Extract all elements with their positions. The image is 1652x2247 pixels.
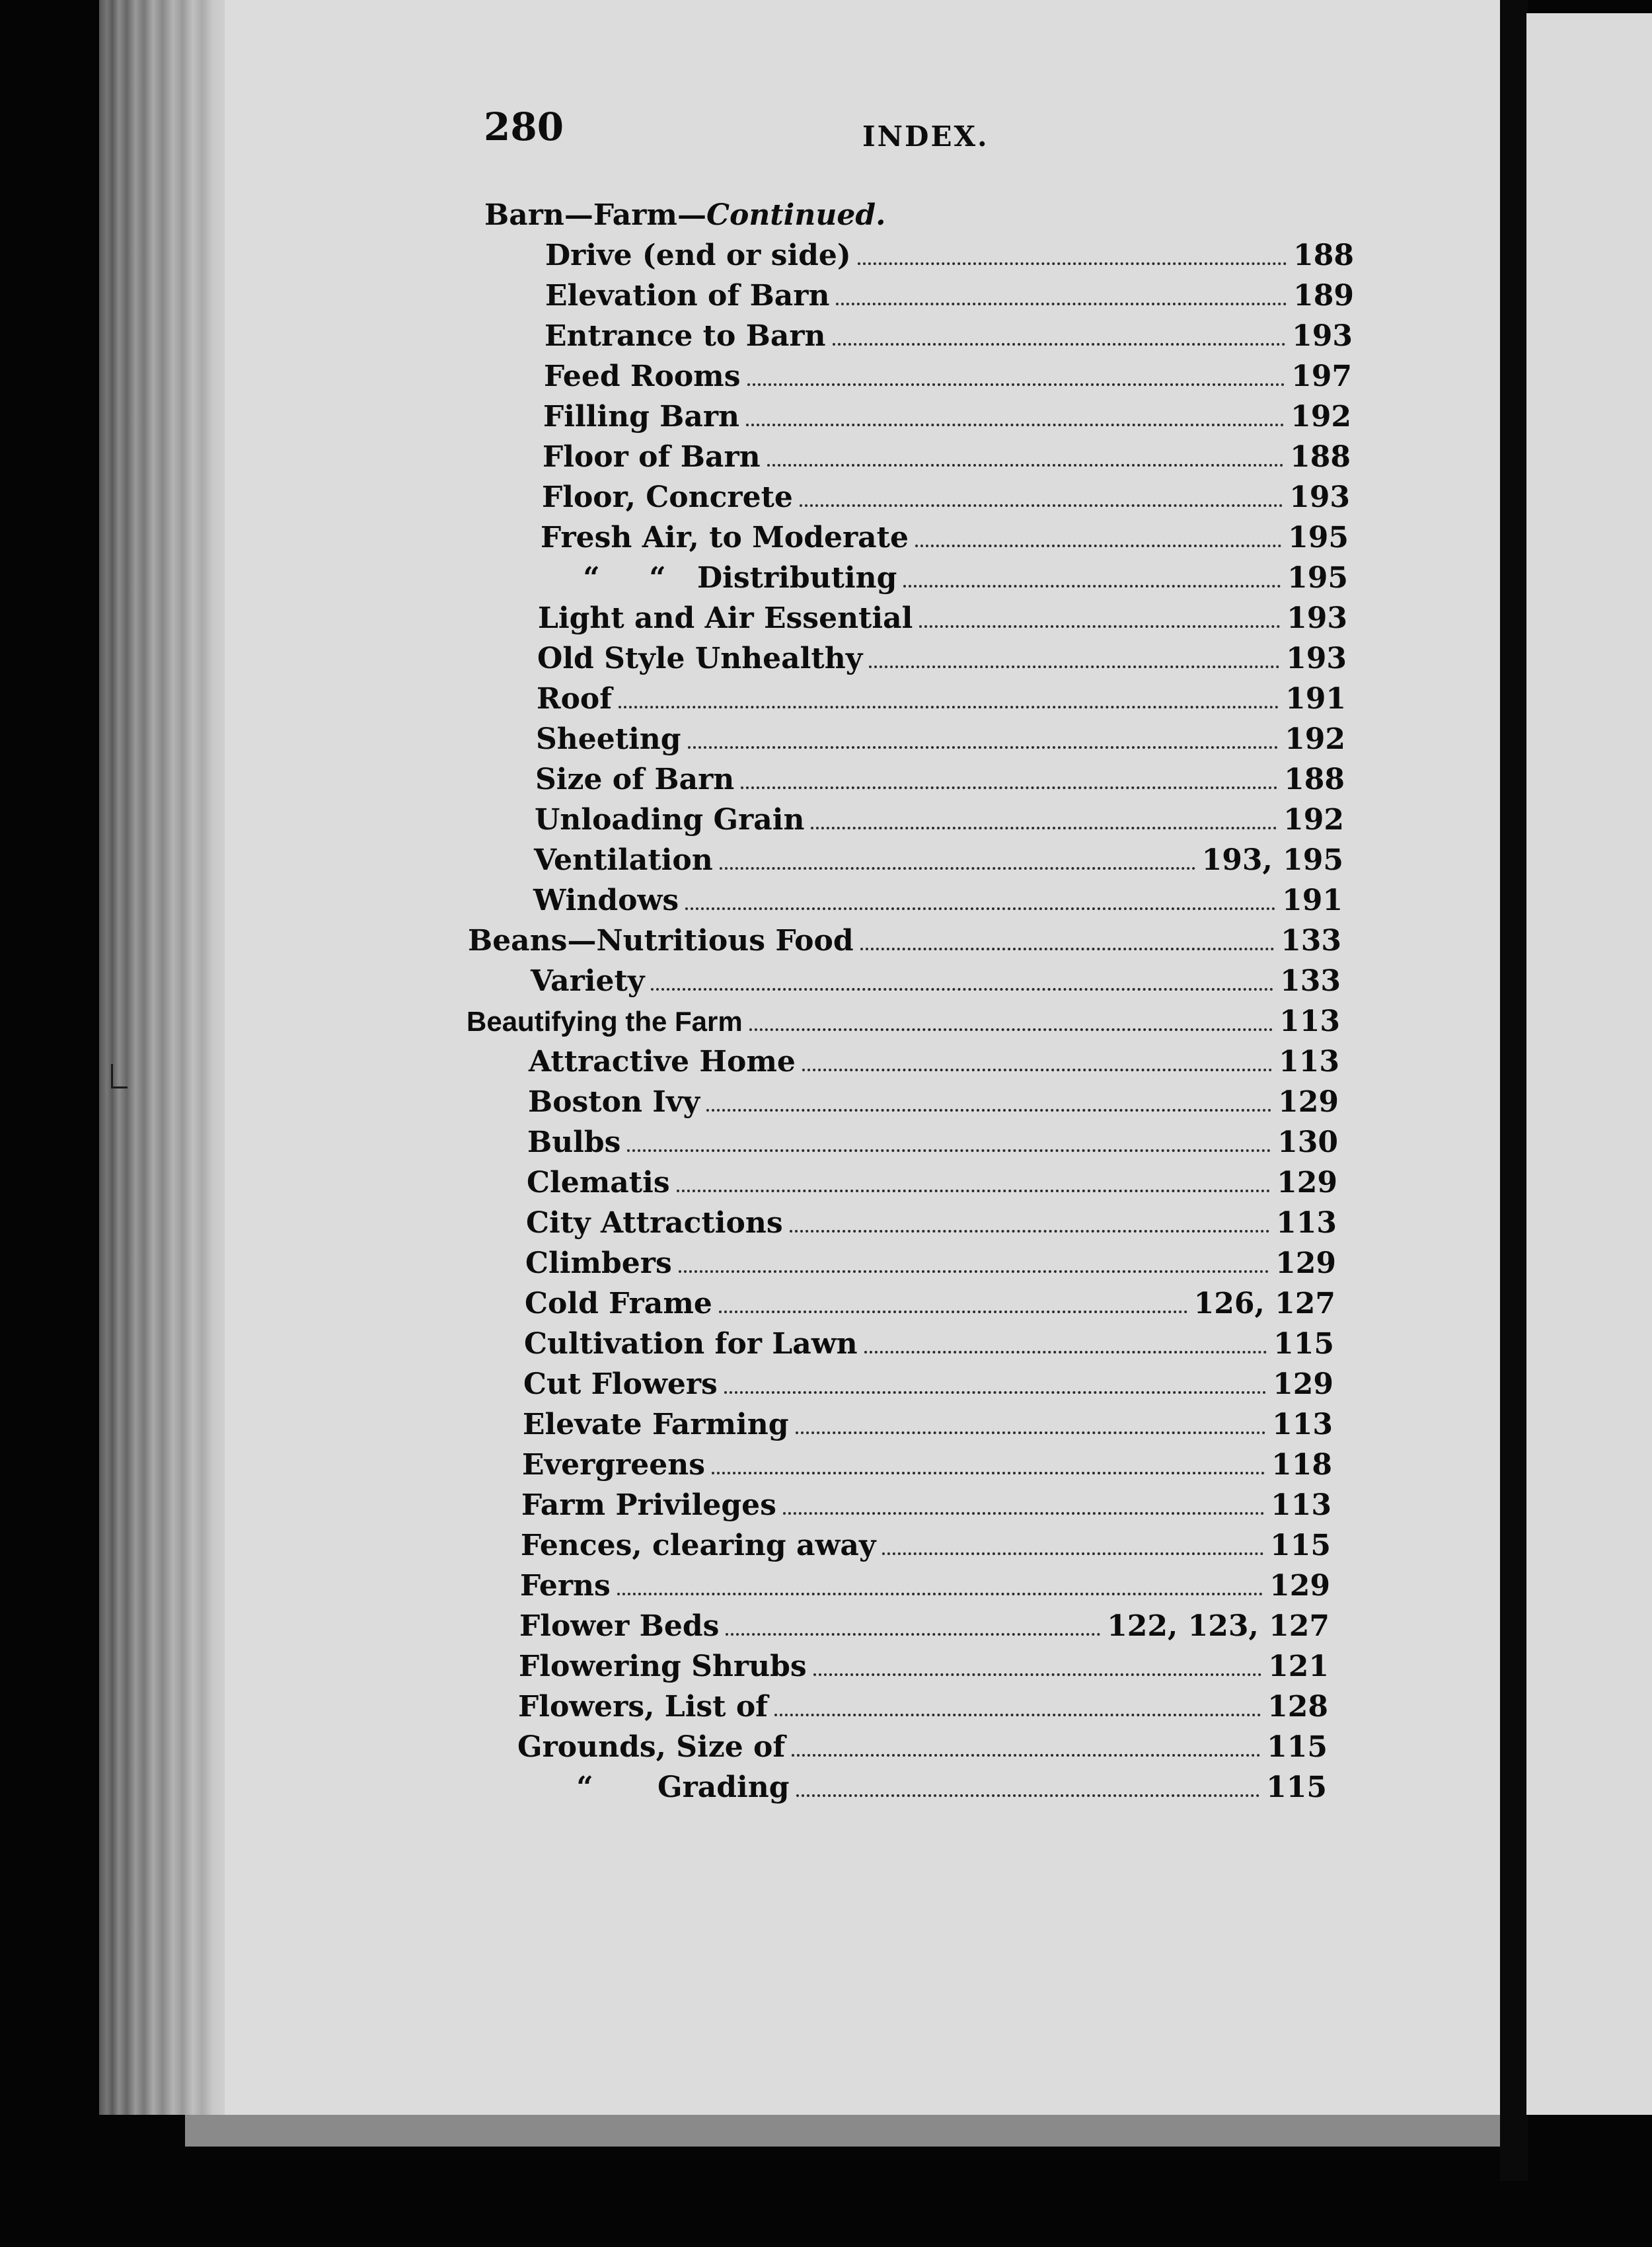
index-entry [534, 843, 1343, 880]
index-pages: 133 [1281, 924, 1341, 958]
index-term: Feed Rooms [544, 360, 741, 393]
dot-leader [747, 383, 1285, 386]
dot-leader [712, 1472, 1265, 1474]
index-entry [531, 964, 1341, 1001]
page-number: 280 [484, 104, 564, 149]
index-entry [518, 1690, 1328, 1727]
index-term: Ventilation [534, 843, 713, 877]
index-pages: 129 [1277, 1166, 1337, 1200]
dot-leader [796, 1794, 1260, 1797]
index-term: Unloading Grain [535, 803, 805, 837]
index-term: Distributing [697, 561, 897, 595]
index-entry [545, 239, 1354, 276]
index-term: Windows [533, 884, 679, 917]
index-pages: 128 [1267, 1690, 1328, 1724]
dot-leader [869, 666, 1279, 668]
index-term: Grounds, Size of [517, 1730, 786, 1764]
index-pages: 195 [1287, 561, 1348, 595]
index-term: Flowers, List of [518, 1690, 769, 1724]
index-entry [537, 682, 1346, 719]
dot-leader [726, 1633, 1100, 1636]
index-term: Old Style Unhealthy [537, 642, 863, 675]
dot-leader [864, 1351, 1267, 1353]
index-pages: 193 [1289, 480, 1350, 514]
index-term: Flowering Shrubs [519, 1650, 807, 1683]
running-head: INDEX. [862, 120, 989, 153]
index-entry [522, 1448, 1332, 1485]
dot-leader [741, 786, 1277, 789]
index-term: Cut Flowers [523, 1367, 718, 1401]
index-pages: 192 [1283, 803, 1344, 837]
index-pages: 188 [1290, 440, 1351, 474]
index-term: Farm Privileges [521, 1488, 776, 1522]
index-term: Light and Air Essential [538, 601, 913, 635]
ditto-mark: “ [576, 1771, 593, 1804]
index-entry [543, 440, 1351, 477]
index-pages: 188 [1284, 763, 1345, 796]
index-heading-term: Beautifying the Farm [467, 1006, 743, 1037]
dot-leader [706, 1109, 1271, 1112]
index-term: Fresh Air, to Moderate [541, 521, 909, 554]
dot-leader [783, 1512, 1264, 1515]
index-entry [521, 1488, 1332, 1525]
dot-leader [720, 867, 1195, 870]
index-pages: 113 [1272, 1408, 1333, 1441]
index-pages: 122, 123, 127 [1107, 1609, 1330, 1643]
dot-leader [677, 1190, 1271, 1192]
index-entry [572, 561, 1348, 598]
index-term: Size of Barn [535, 763, 735, 796]
index-term: Clematis [527, 1166, 670, 1200]
index-term: Entrance to Barn [544, 319, 826, 353]
dot-leader [858, 262, 1287, 265]
index-pages: 115 [1273, 1327, 1334, 1361]
index-entry [535, 803, 1344, 840]
index-pages: 193 [1292, 319, 1353, 353]
index-entry [544, 319, 1353, 356]
dot-leader [746, 424, 1284, 426]
index-term: Filling Barn [543, 400, 740, 434]
index-pages: 129 [1273, 1367, 1333, 1401]
index-entry [525, 1287, 1335, 1324]
index-entry [541, 521, 1349, 558]
index-pages: 192 [1285, 722, 1345, 756]
index-pages: 115 [1267, 1730, 1328, 1764]
index-term: Ferns [520, 1569, 611, 1603]
dot-leader [767, 464, 1284, 467]
index-pages: 113 [1276, 1206, 1337, 1240]
dot-leader [836, 303, 1287, 305]
index-pages: 130 [1277, 1125, 1338, 1159]
index-entry [517, 1730, 1328, 1767]
index-term: Climbers [525, 1246, 672, 1280]
dot-leader [833, 343, 1286, 346]
dot-leader [796, 1431, 1266, 1434]
dot-leader [919, 625, 1280, 628]
index-pages: 193, 195 [1201, 843, 1343, 877]
continued-label: Continued. [706, 198, 886, 232]
index-entry [536, 722, 1345, 759]
index-term: Cultivation for Lawn [524, 1327, 858, 1361]
dot-leader [651, 988, 1273, 991]
index-entry [521, 1529, 1331, 1566]
index-entry [537, 642, 1347, 679]
index-pages: 121 [1268, 1650, 1329, 1683]
index-term: Drive (end or side) [545, 239, 851, 272]
index-pages: 115 [1270, 1529, 1331, 1562]
index-pages: 188 [1293, 239, 1354, 272]
index-pages: 197 [1291, 360, 1352, 393]
index-term: Sheeting [536, 722, 681, 756]
index-term: Grading [657, 1771, 790, 1804]
index-term: Boston Ivy [528, 1085, 700, 1119]
index-heading-term: Barn—Farm— [484, 198, 706, 232]
index-entry [527, 1166, 1337, 1203]
index-term: Cold Frame [525, 1287, 712, 1320]
index-entry [538, 601, 1347, 638]
index-term: Fences, clearing away [521, 1529, 876, 1562]
dot-leader [617, 1593, 1263, 1595]
dot-leader [903, 585, 1281, 588]
index-entry [519, 1609, 1330, 1646]
index-pages: 191 [1282, 884, 1343, 917]
dot-leader [882, 1552, 1263, 1555]
index-term: Variety [531, 964, 645, 998]
dot-leader [679, 1270, 1269, 1273]
index-term: Elevation of Barn [545, 279, 830, 313]
index-term: Flower Beds [519, 1609, 720, 1643]
index-heading [468, 924, 1341, 961]
index-pages: 126, 127 [1193, 1287, 1335, 1320]
index-entry [519, 1650, 1329, 1687]
index-term: Evergreens [522, 1448, 705, 1482]
index-entry [533, 884, 1343, 921]
index-entry [565, 1771, 1327, 1808]
index-entry [525, 1246, 1336, 1283]
index-term: Elevate Farming [523, 1408, 789, 1441]
index-entry [535, 763, 1345, 800]
dot-leader [802, 1069, 1272, 1071]
dot-leader [813, 1673, 1262, 1676]
index-entry [520, 1569, 1330, 1606]
index-pages: 193 [1287, 601, 1347, 635]
dot-leader [719, 1311, 1187, 1313]
index-pages: 133 [1280, 964, 1341, 998]
dot-leader [688, 746, 1279, 749]
dot-leader [749, 1028, 1273, 1031]
index-pages: 129 [1269, 1569, 1330, 1603]
index-entry [545, 279, 1354, 316]
index-pages: 115 [1266, 1771, 1327, 1804]
index-pages: 195 [1288, 521, 1349, 554]
index-entry [526, 1206, 1337, 1243]
index-entry [543, 400, 1351, 437]
index-heading-term: Beans—Nutritious Food [468, 924, 854, 958]
ditto-mark: “ [583, 561, 600, 595]
index-term: Bulbs [527, 1125, 621, 1159]
index-heading [467, 1005, 1340, 1042]
index-term: City Attractions [526, 1206, 783, 1240]
index-entry [528, 1085, 1339, 1122]
dot-leader [792, 1754, 1260, 1757]
index-pages: 113 [1279, 1005, 1340, 1038]
index-pages: 113 [1279, 1045, 1339, 1079]
index-entry [527, 1125, 1338, 1162]
index-pages: 191 [1285, 682, 1346, 716]
index-term: Roof [537, 682, 613, 716]
index-term: Floor of Barn [543, 440, 761, 474]
index-pages: 193 [1286, 642, 1347, 675]
dot-leader [774, 1714, 1261, 1716]
index-term: Attractive Home [529, 1045, 796, 1079]
index-pages: 192 [1291, 400, 1351, 434]
dot-leader [811, 827, 1277, 829]
index-entry [529, 1045, 1339, 1082]
index-pages: 118 [1271, 1448, 1332, 1482]
index-entry [544, 360, 1352, 397]
dot-leader [685, 907, 1275, 910]
dot-leader [790, 1230, 1270, 1233]
dot-leader [860, 948, 1274, 950]
index-heading [484, 198, 885, 235]
index-pages: 129 [1275, 1246, 1336, 1280]
dot-leader [619, 706, 1279, 708]
dot-leader [915, 545, 1281, 547]
dot-leader [724, 1391, 1266, 1394]
index-entry [542, 480, 1350, 517]
index-term: Floor, Concrete [542, 480, 793, 514]
ditto-mark: “ [649, 561, 666, 595]
dot-leader [627, 1149, 1271, 1152]
index-pages: 113 [1271, 1488, 1332, 1522]
index-pages: 129 [1278, 1085, 1339, 1119]
index-pages: 189 [1293, 279, 1354, 313]
index-entry [523, 1408, 1333, 1445]
index-entry [523, 1367, 1333, 1404]
index-entry [524, 1327, 1334, 1364]
dot-leader [800, 504, 1283, 507]
